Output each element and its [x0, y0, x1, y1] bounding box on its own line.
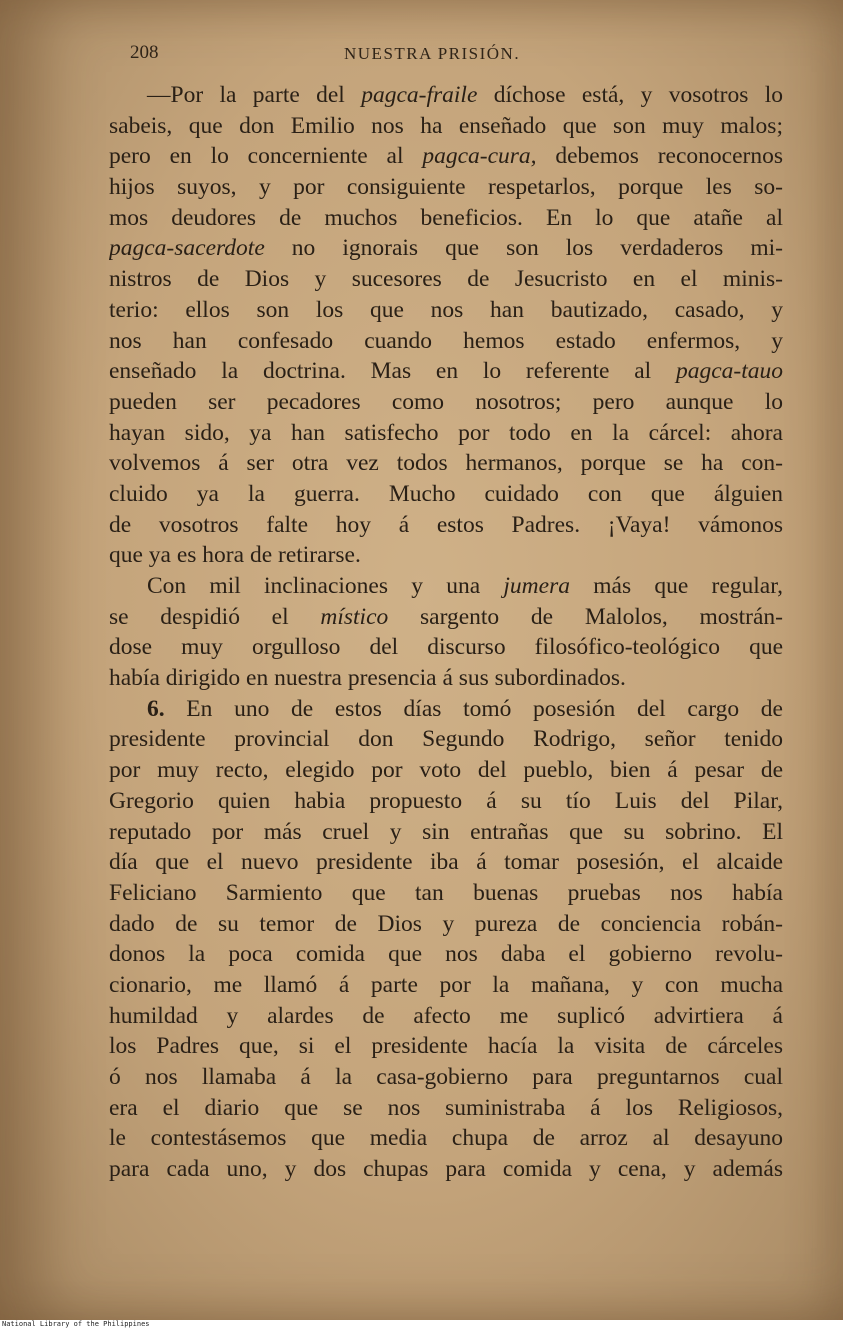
text-line: pagca-sacerdote no ignorais que son los verdaderos mi- — [109, 235, 783, 262]
text-line: dado de su temor de Dios y pureza de conciencia robán- — [109, 910, 783, 937]
text-line: 6. En uno de estos días tomó posesión del cargo de — [147, 695, 783, 722]
section-number: 6. — [147, 695, 165, 722]
text-line: volvemos á ser otra vez todos hermanos, porque se ha con- — [109, 450, 783, 477]
text-line: se despidió el místico sargento de Malolos, mostrán- — [109, 603, 783, 630]
text-line: —Por la parte del pagca-fraile díchose está, y vosotros lo — [147, 82, 783, 108]
text-line: humildad y alardes de afecto me suplicó advirtiera á — [109, 1002, 783, 1029]
library-credit: National Library of the Philippines — [2, 1320, 150, 1328]
text-line: dose muy orgulloso del discurso filosófico-teológico que — [109, 634, 783, 661]
text-line: nos han confesado cuando hemos estado enfermos, y — [109, 327, 783, 354]
text-line: hayan sido, ya han satisfecho por todo en la cárcel: ahora — [109, 419, 783, 446]
text-line: cionario, me llamó á parte por la mañana, y con mucha — [109, 971, 783, 998]
text-line: los Padres que, si el presidente hacía la visita de cárceles — [109, 1033, 783, 1060]
text-line: Gregorio quien habia propuesto á su tío Luis del Pilar, — [109, 787, 783, 814]
text-line: nistros de Dios y sucesores de Jesucristo en el minis- — [109, 266, 783, 293]
page-number: 208 — [130, 42, 159, 63]
text-line: cluido ya la guerra. Mucho cuidado con que álguien — [109, 480, 783, 507]
text-line: presidente provincial don Segundo Rodrigo, señor tenido — [109, 726, 783, 753]
page-header — [0, 42, 843, 68]
text-line: pero en lo concerniente al pagca-cura, debemos reconocernos — [109, 143, 783, 170]
text-line: había dirigido en nuestra presencia á sus subordinados. — [109, 665, 626, 692]
text-line: era el diario que se nos suministraba á los Religiosos, — [109, 1094, 783, 1121]
text-line: hijos suyos, y por consiguiente respetarlos, porque les so- — [109, 174, 783, 201]
text-line: por muy recto, elegido por voto del pueblo, bien á pesar de — [109, 757, 783, 784]
text-line: enseñado la doctrina. Mas en lo referente al pagca-tauo — [109, 358, 783, 385]
running-head: NUESTRA PRISIÓN. — [344, 44, 521, 63]
text-line: que ya es hora de retirarse. — [109, 542, 361, 569]
text-line: día que el nuevo presidente iba á tomar posesión, el alcaide — [109, 849, 783, 876]
text-line: Feliciano Sarmiento que tan buenas pruebas nos había — [109, 879, 783, 906]
text-line: mos deudores de muchos beneficios. En lo que atañe al — [109, 204, 783, 231]
text-line: pueden ser pecadores como nosotros; pero aunque lo — [109, 388, 783, 415]
text-line: sabeis, que don Emilio nos ha enseñado que son muy malos; — [109, 112, 783, 139]
text-line: ó nos llamaba á la casa-gobierno para preguntarnos cual — [109, 1064, 783, 1090]
text-line: para cada uno, y dos chupas para comida y cena, y además — [109, 1156, 783, 1183]
text-line: de vosotros falte hoy á estos Padres. ¡Vaya! vámonos — [109, 511, 783, 538]
body-text — [109, 80, 783, 1185]
text-line: terio: ellos son los que nos han bautizado, casado, y — [109, 296, 783, 323]
text-line: le contestásemos que media chupa de arroz al desayuno — [109, 1125, 783, 1152]
text-line: reputado por más cruel y sin entrañas que su sobrino. El — [109, 818, 783, 845]
text-line: donos la poca comida que nos daba el gobierno revolu- — [109, 941, 783, 968]
text-line: Con mil inclinaciones y una jumera más que regular, — [147, 573, 783, 599]
